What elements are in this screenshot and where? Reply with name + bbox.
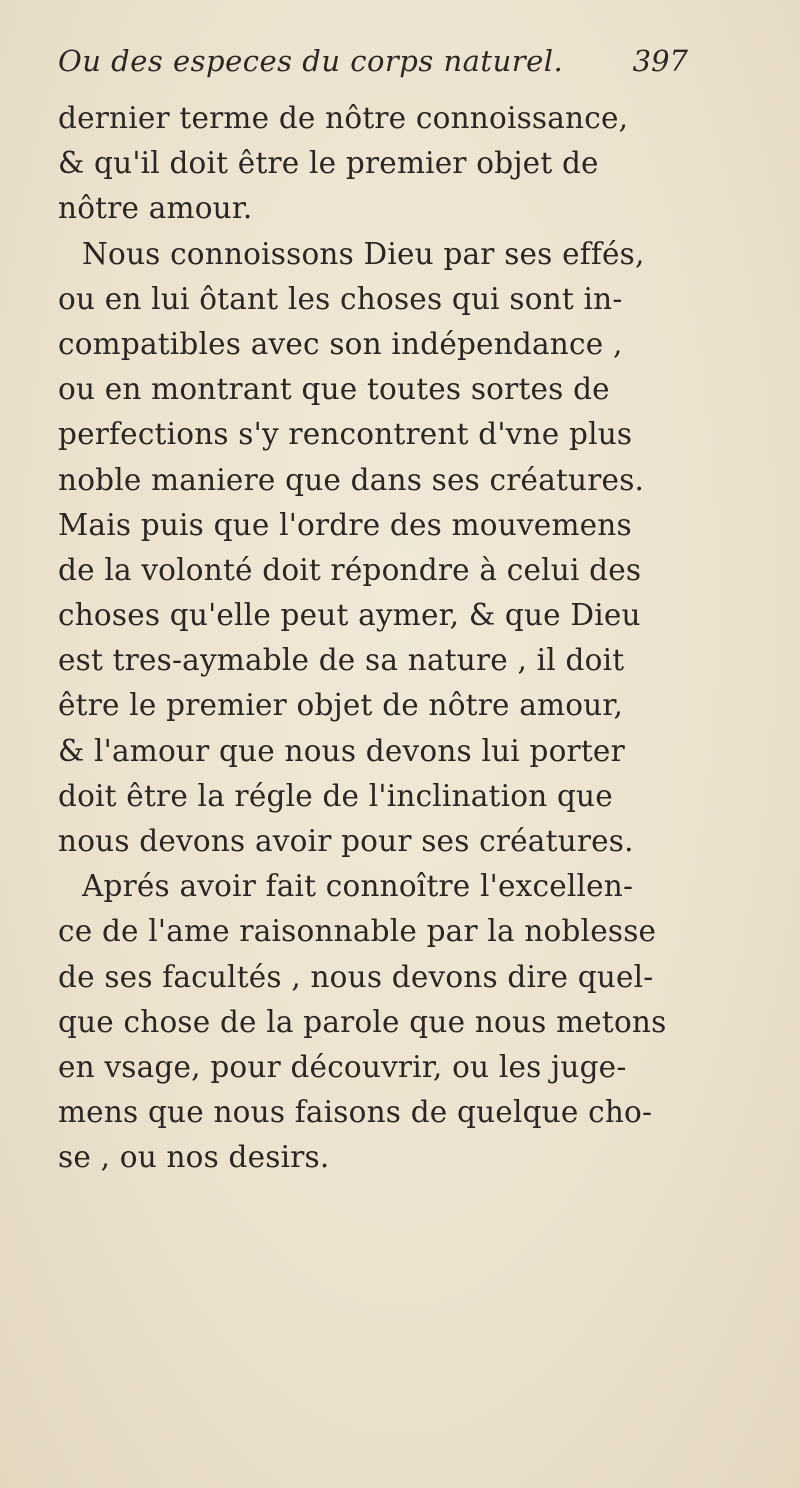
text-line: ou en lui ôtant les choses qui sont in- [58,281,623,316]
running-head: Ou des especes du corps naturel. [58,44,564,78]
text-line: compatibles avec son indépendance , [58,326,623,361]
text-line: en vsage, pour découvrir, ou les juge- [58,1049,627,1084]
text-line: & l'amour que nous devons lui porter [58,733,625,768]
text-line: & qu'il doit être le premier objet de [58,146,599,181]
text-line: mens que nous faisons de quelque cho- [58,1095,653,1130]
text-line: nôtre amour. [58,191,253,226]
page-number: 397 [632,44,688,78]
text-line: de ses facultés , nous devons dire quel- [58,959,654,994]
text-line: Nous connoissons Dieu par ses effés, [82,236,645,271]
text-line: noble maniere que dans ses créatures. [58,462,645,497]
text-line: choses qu'elle peut aymer, & que Dieu [58,598,641,633]
text-line: ce de l'ame raisonnable par la noblesse [58,914,657,949]
text-line: être le premier objet de nôtre amour, [58,688,624,723]
page-header [58,44,688,90]
text-line: Aprés avoir fait connoître l'excellen- [82,869,634,904]
text-line: Mais puis que l'ordre des mouvemens [58,507,632,542]
text-line: dernier terme de nôtre connoissance, [58,101,629,135]
text-line: se , ou nos desirs. [58,1140,330,1175]
text-line: nous devons avoir pour ses créatures. [58,824,634,858]
body-text [58,96,688,1181]
text-line: perfections s'y rencontrent d'vne plus [58,417,633,452]
text-line: doit être la régle de l'inclination que [58,778,613,813]
text-line: est tres-aymable de sa nature , il doit [58,643,625,678]
text-line: de la volonté doit répondre à celui des [58,552,642,587]
text-line: que chose de la parole que nous metons [58,1004,667,1039]
text-line: ou en montrant que toutes sortes de [58,372,610,407]
